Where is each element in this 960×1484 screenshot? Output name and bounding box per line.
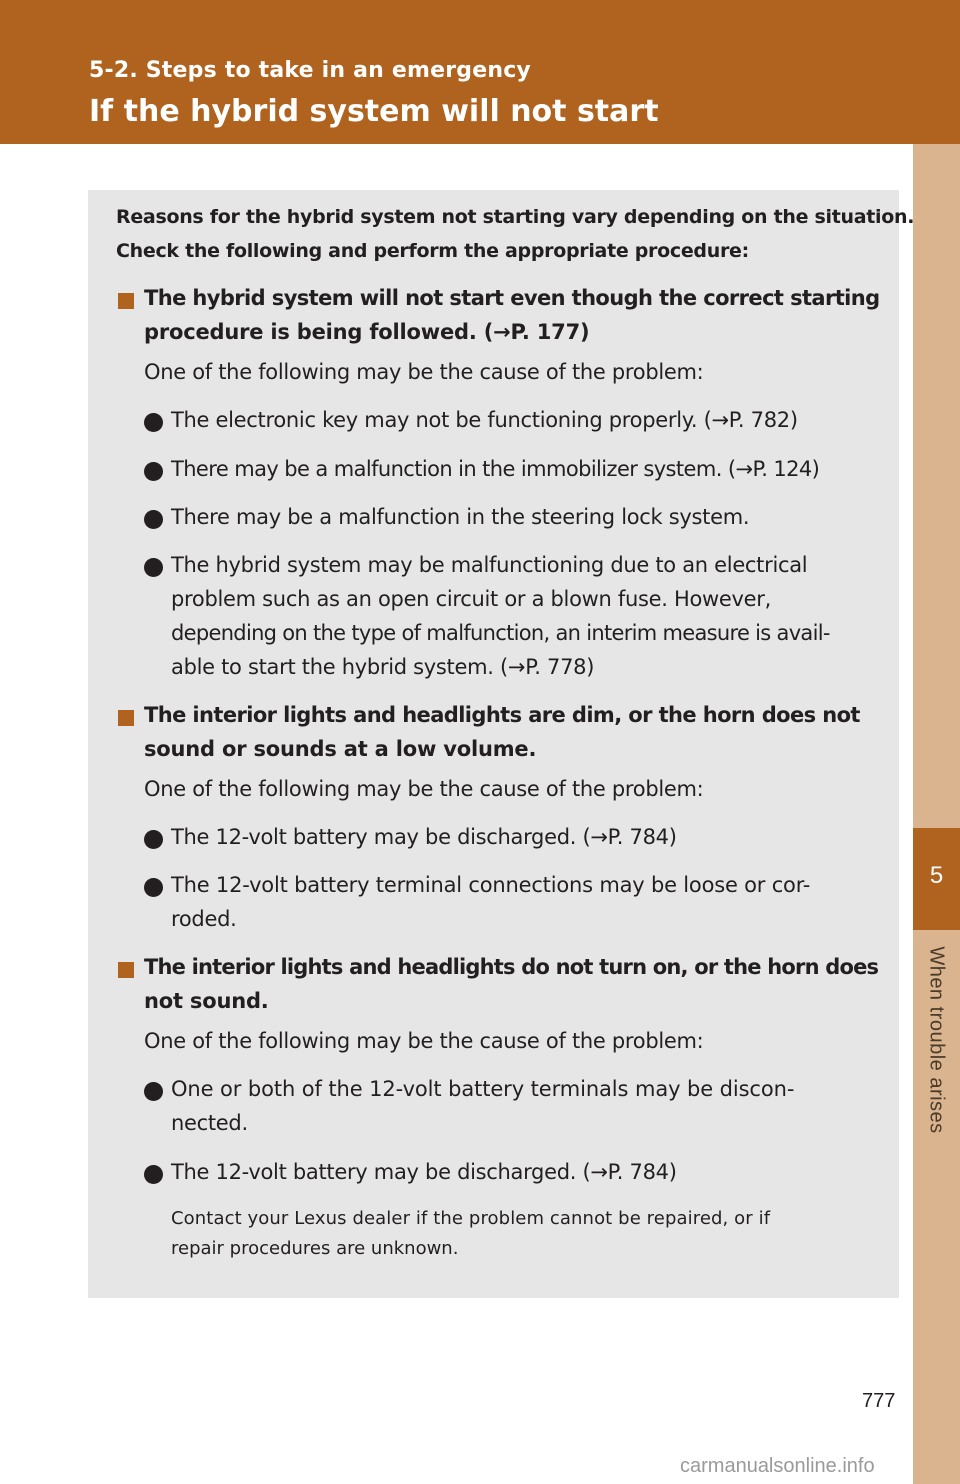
case-3-heading-line-1: The interior lights and headlights do not turn on, or the horn does: [144, 955, 879, 979]
bullet-icon: [144, 413, 163, 432]
section-label: 5-2. Steps to take in an emergency: [89, 58, 531, 83]
bullet-icon: [144, 510, 163, 529]
case-2-heading-line-2: sound or sounds at a low volume.: [144, 737, 537, 761]
case-3-bullet-1-line-1: One or both of the 12-volt battery terminals may be discon-: [171, 1077, 795, 1101]
bullet-icon: [144, 830, 163, 849]
case-1-bullet-4-line-3: depending on the type of malfunction, an interim measure is avail-: [171, 621, 830, 645]
case-1-heading-line-2: procedure is being followed. (→P. 177): [144, 320, 590, 344]
case-1-bullet-4-line-2: problem such as an open circuit or a blown fuse. However,: [171, 587, 772, 611]
case-1-lead: One of the following may be the cause of the problem:: [144, 360, 704, 384]
heading-marker-icon: [118, 293, 134, 309]
heading-marker-icon: [118, 710, 134, 726]
case-1-bullet-4-line-4: able to start the hybrid system. (→P. 778): [171, 655, 595, 679]
case-1-bullet-3: There may be a malfunction in the steering lock system.: [171, 505, 750, 529]
bullet-icon: [144, 558, 163, 577]
header-bar: [0, 0, 960, 144]
case-3-lead: One of the following may be the cause of the problem:: [144, 1029, 704, 1053]
case-2-bullet-2-line-1: The 12-volt battery terminal connections may be loose or cor-: [171, 873, 811, 897]
case-2-bullet-2-line-2: roded.: [171, 907, 237, 931]
note-line-1: Contact your Lexus dealer if the problem cannot be repaired, or if: [171, 1208, 771, 1229]
case-2-heading-line-1: The interior lights and headlights are dim, or the horn does not: [144, 703, 860, 727]
chapter-tab[interactable]: [913, 828, 960, 930]
case-3-bullet-2: The 12-volt battery may be discharged. (→P. 784): [171, 1160, 677, 1184]
case-1-bullet-4-line-1: The hybrid system may be malfunctioning due to an electrical: [171, 553, 808, 577]
bullet-icon: [144, 1082, 163, 1101]
chapter-number: 5: [929, 862, 944, 889]
intro-line-2: Check the following and perform the appropriate procedure:: [116, 240, 749, 262]
intro-line-1: Reasons for the hybrid system not starting vary depending on the situation.: [116, 206, 915, 228]
case-2-lead: One of the following may be the cause of the problem:: [144, 777, 704, 801]
chapter-name: When trouble arises: [925, 946, 948, 1134]
side-tab: [913, 144, 960, 1484]
note-line-2: repair procedures are unknown.: [171, 1238, 459, 1259]
page-number: 777: [862, 1390, 896, 1412]
bullet-icon: [144, 1165, 163, 1184]
case-1-heading-line-1: The hybrid system will not start even though the correct starting: [144, 286, 880, 310]
case-2-bullet-1: The 12-volt battery may be discharged. (→P. 784): [171, 825, 677, 849]
case-1-bullet-2: There may be a malfunction in the immobilizer system. (→P. 124): [171, 457, 820, 481]
bullet-icon: [144, 462, 163, 481]
case-3-bullet-1-line-2: nected.: [171, 1111, 248, 1135]
case-1-bullet-1: The electronic key may not be functioning properly. (→P. 782): [171, 408, 798, 432]
page-title: If the hybrid system will not start: [89, 94, 659, 129]
heading-marker-icon: [118, 962, 134, 978]
watermark: carmanualsonline.info: [680, 1455, 875, 1477]
case-3-heading-line-2: not sound.: [144, 989, 269, 1013]
bullet-icon: [144, 878, 163, 897]
